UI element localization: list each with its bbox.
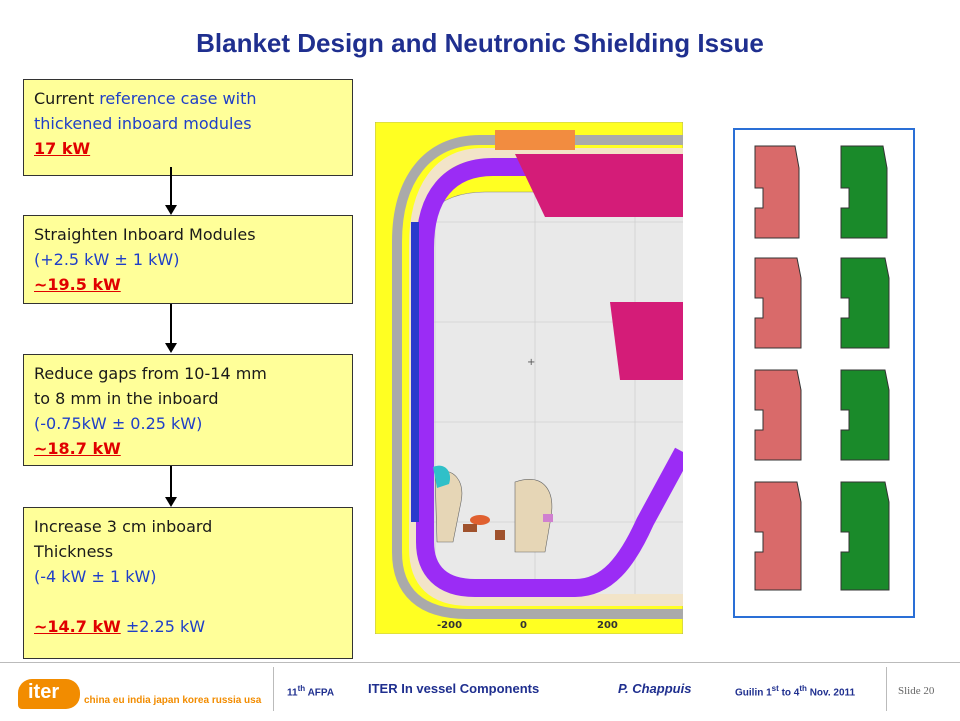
blanket-modules-figure xyxy=(733,128,915,618)
step3-value: ~18.7 kW xyxy=(34,439,121,458)
iter-logo xyxy=(18,679,80,709)
footer-divider-right xyxy=(886,667,887,711)
step3-line1: Reduce gaps from 10-14 mm xyxy=(34,364,267,383)
place-date-label: Guilin 1st to 4th Nov. 2011 xyxy=(735,684,856,699)
step4-value: ~14.7 kW xyxy=(34,617,121,636)
arrow-1 xyxy=(170,167,172,207)
step4-uncertainty: ±2.25 kW xyxy=(120,617,206,636)
author-label: P. Chappuis xyxy=(618,681,692,696)
axis-tick-neg200: -200 xyxy=(437,620,463,631)
step4-line1: Increase 3 cm inboard xyxy=(34,517,213,536)
footer-divider xyxy=(273,667,274,711)
step1-value: 17 kW xyxy=(34,139,91,158)
step-box-increase-thickness xyxy=(23,507,353,659)
step-box-straighten xyxy=(23,215,353,304)
slide-number: Slide 20 xyxy=(898,685,935,697)
step4-line2: Thickness xyxy=(34,542,114,561)
step-box-reduce-gaps xyxy=(23,354,353,466)
conference-label: 11th AFPA xyxy=(287,684,335,699)
step3-line2: to 8 mm in the inboard xyxy=(34,389,219,408)
iter-logo-text: iter xyxy=(28,681,60,703)
arrowhead-2 xyxy=(165,343,177,353)
tokamak-cross-section-figure xyxy=(375,122,683,634)
subject-label: ITER In vessel Components xyxy=(368,681,540,696)
axis-tick-0: 0 xyxy=(520,620,527,631)
step2-line2: (+2.5 kW ± 1 kW) xyxy=(34,250,180,269)
arrow-3 xyxy=(170,466,172,498)
step2-line1: Straighten Inboard Modules xyxy=(34,225,256,244)
slide-title: Blanket Design and Neutronic Shielding Issue xyxy=(196,28,764,58)
step-box-current xyxy=(23,79,353,176)
arrowhead-1 xyxy=(165,205,177,215)
arrow-2 xyxy=(170,304,172,344)
step3-line3: (-0.75kW ± 0.25 kW) xyxy=(34,414,203,433)
svg-text:+: + xyxy=(527,357,536,368)
footer xyxy=(0,662,960,721)
partner-tagline: china eu india japan korea russia usa xyxy=(84,695,262,706)
step1-line2: thickened inboard modules xyxy=(34,114,252,133)
step1-line1b: reference case with xyxy=(99,89,257,108)
axis-tick-200: 200 xyxy=(597,620,618,631)
arrowhead-3 xyxy=(165,497,177,507)
step2-value: ~19.5 kW xyxy=(34,275,121,294)
step1-line1a: Current xyxy=(34,89,100,108)
step4-line3: (-4 kW ± 1 kW) xyxy=(34,567,157,586)
